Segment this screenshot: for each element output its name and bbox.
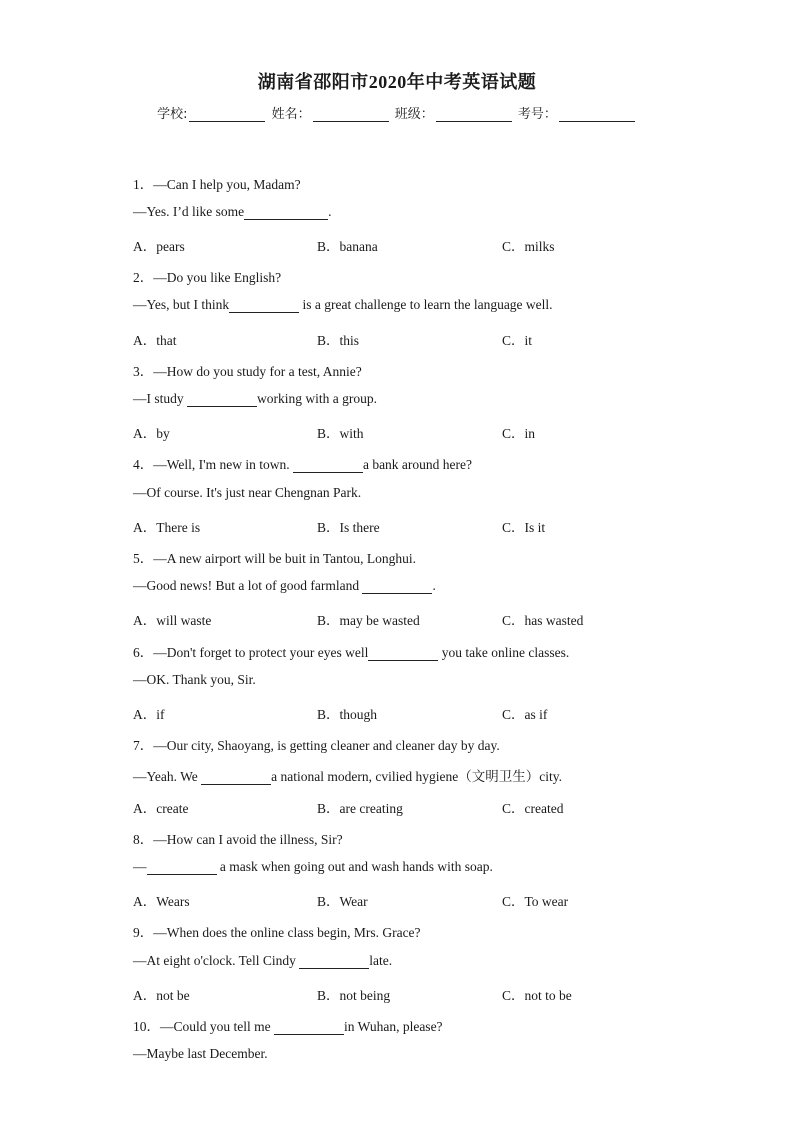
question-6-stem: [133, 641, 569, 661]
question-10-stem: [133, 1015, 443, 1035]
question-2-response: [133, 297, 553, 313]
student-info-line: [0, 103, 794, 122]
response-text: working with a group.: [257, 391, 377, 406]
question-3-response: [133, 391, 377, 407]
response-text: —I study: [133, 391, 187, 406]
question-5-option-b: B．may be wasted: [317, 613, 420, 628]
name-label: 姓名：: [271, 107, 311, 122]
question-1-option-c: C．milks: [502, 239, 555, 254]
question-4-stem: [133, 453, 472, 473]
question-8-response: [133, 859, 493, 875]
number-label: 考号：: [517, 107, 557, 122]
school-blank: [189, 107, 265, 122]
stem-text: in Wuhan, please?: [344, 1019, 443, 1034]
question-9-option-a: A．not be: [133, 988, 190, 1003]
answer-blank: [299, 954, 369, 969]
class-blank: [436, 107, 512, 122]
question-7-option-b: B．are creating: [317, 801, 403, 816]
question-3-stem: 3．—How do you study for a test, Annie?: [133, 364, 362, 379]
response-text: .: [432, 578, 436, 593]
question-1-stem: 1．—Can I help you, Madam?: [133, 177, 301, 192]
answer-blank: [201, 770, 271, 785]
question-6-option-c: C．as if: [502, 707, 548, 722]
question-6-response: —OK. Thank you, Sir.: [133, 672, 256, 687]
question-8-option-b: B．Wear: [317, 894, 368, 909]
question-5-option-c: C．has wasted: [502, 613, 584, 628]
school-label: 学校:: [157, 107, 188, 122]
question-2-stem: 2．—Do you like English?: [133, 270, 282, 285]
question-8-stem: 8．—How can I avoid the illness, Sir?: [133, 832, 343, 847]
stem-text: 6．—Don't forget to protect your eyes well: [133, 645, 369, 660]
question-4-option-a: A．There is: [133, 520, 201, 535]
question-5-stem: 5．—A new airport will be buit in Tantou, Longhui.: [133, 551, 417, 566]
stem-text: 10．—Could you tell me: [133, 1019, 274, 1034]
document-title: 湖南省邵阳市2020年中考英语试题: [257, 72, 537, 92]
question-4-option-c: C．Is it: [502, 520, 546, 535]
question-8-option-c: C．To wear: [502, 894, 569, 909]
class-label: 班级：: [394, 107, 434, 122]
question-9-response: [133, 953, 392, 969]
response-text: —: [133, 859, 147, 874]
question-2-option-a: A．that: [133, 333, 177, 348]
question-7-response: [133, 765, 562, 785]
answer-blank: [187, 392, 257, 407]
question-6-option-b: B．though: [317, 707, 378, 722]
question-4-response: —Of course. It's just near Chengnan Park.: [133, 485, 362, 500]
answer-blank: [244, 205, 328, 220]
name-blank: [313, 107, 389, 122]
question-3-option-c: C．in: [502, 426, 536, 441]
question-8-option-a: A．Wears: [133, 894, 190, 909]
response-text: —Good news! But a lot of good farmland: [133, 578, 363, 593]
answer-blank: [229, 298, 299, 313]
question-2-option-c: C．it: [502, 333, 533, 348]
question-3-option-a: A．by: [133, 426, 170, 441]
response-text: —At eight o'clock. Tell Cindy: [133, 953, 300, 968]
question-9-option-b: B．not being: [317, 988, 391, 1003]
response-text: —Yes, but I think: [133, 297, 230, 312]
question-1-option-a: A．pears: [133, 239, 185, 254]
response-text: a national modern, cvilied hygiene（文明卫生）city.: [271, 769, 562, 784]
answer-blank: [368, 646, 438, 661]
answer-blank: [147, 860, 217, 875]
question-1-option-b: B．banana: [317, 239, 378, 254]
number-blank: [559, 107, 635, 122]
response-text: .: [328, 204, 332, 219]
question-1-response: [133, 204, 332, 220]
answer-blank: [293, 458, 363, 473]
question-7-option-c: C．created: [502, 801, 564, 816]
response-text: late.: [369, 953, 393, 968]
question-9-option-c: C．not to be: [502, 988, 572, 1003]
answer-blank: [274, 1020, 344, 1035]
answer-blank: [362, 579, 432, 594]
stem-text: a bank around here?: [362, 457, 473, 472]
question-6-option-a: A．if: [133, 707, 165, 722]
question-5-response: [133, 578, 436, 594]
response-text: —Yeah. We: [133, 769, 202, 784]
stem-text: you take online classes.: [438, 645, 570, 660]
question-3-option-b: B．with: [317, 426, 364, 441]
response-text: a mask when going out and wash hands with soap.: [216, 859, 493, 874]
question-2-option-b: B．this: [317, 333, 360, 348]
stem-text: 4．—Well, I'm new in town.: [133, 457, 293, 472]
question-7-option-a: A．create: [133, 801, 189, 816]
response-text: —Yes. I’d like some: [133, 204, 245, 219]
question-5-option-a: A．will waste: [133, 613, 212, 628]
question-9-stem: 9．—When does the online class begin, Mrs. Grace?: [133, 925, 421, 940]
question-4-option-b: B．Is there: [317, 520, 380, 535]
question-7-stem: 7．—Our city, Shaoyang, is getting cleaner and cleaner day by day.: [133, 738, 500, 753]
question-10-response: —Maybe last December.: [133, 1046, 268, 1061]
response-text: is a great challenge to learn the language well.: [299, 297, 553, 312]
